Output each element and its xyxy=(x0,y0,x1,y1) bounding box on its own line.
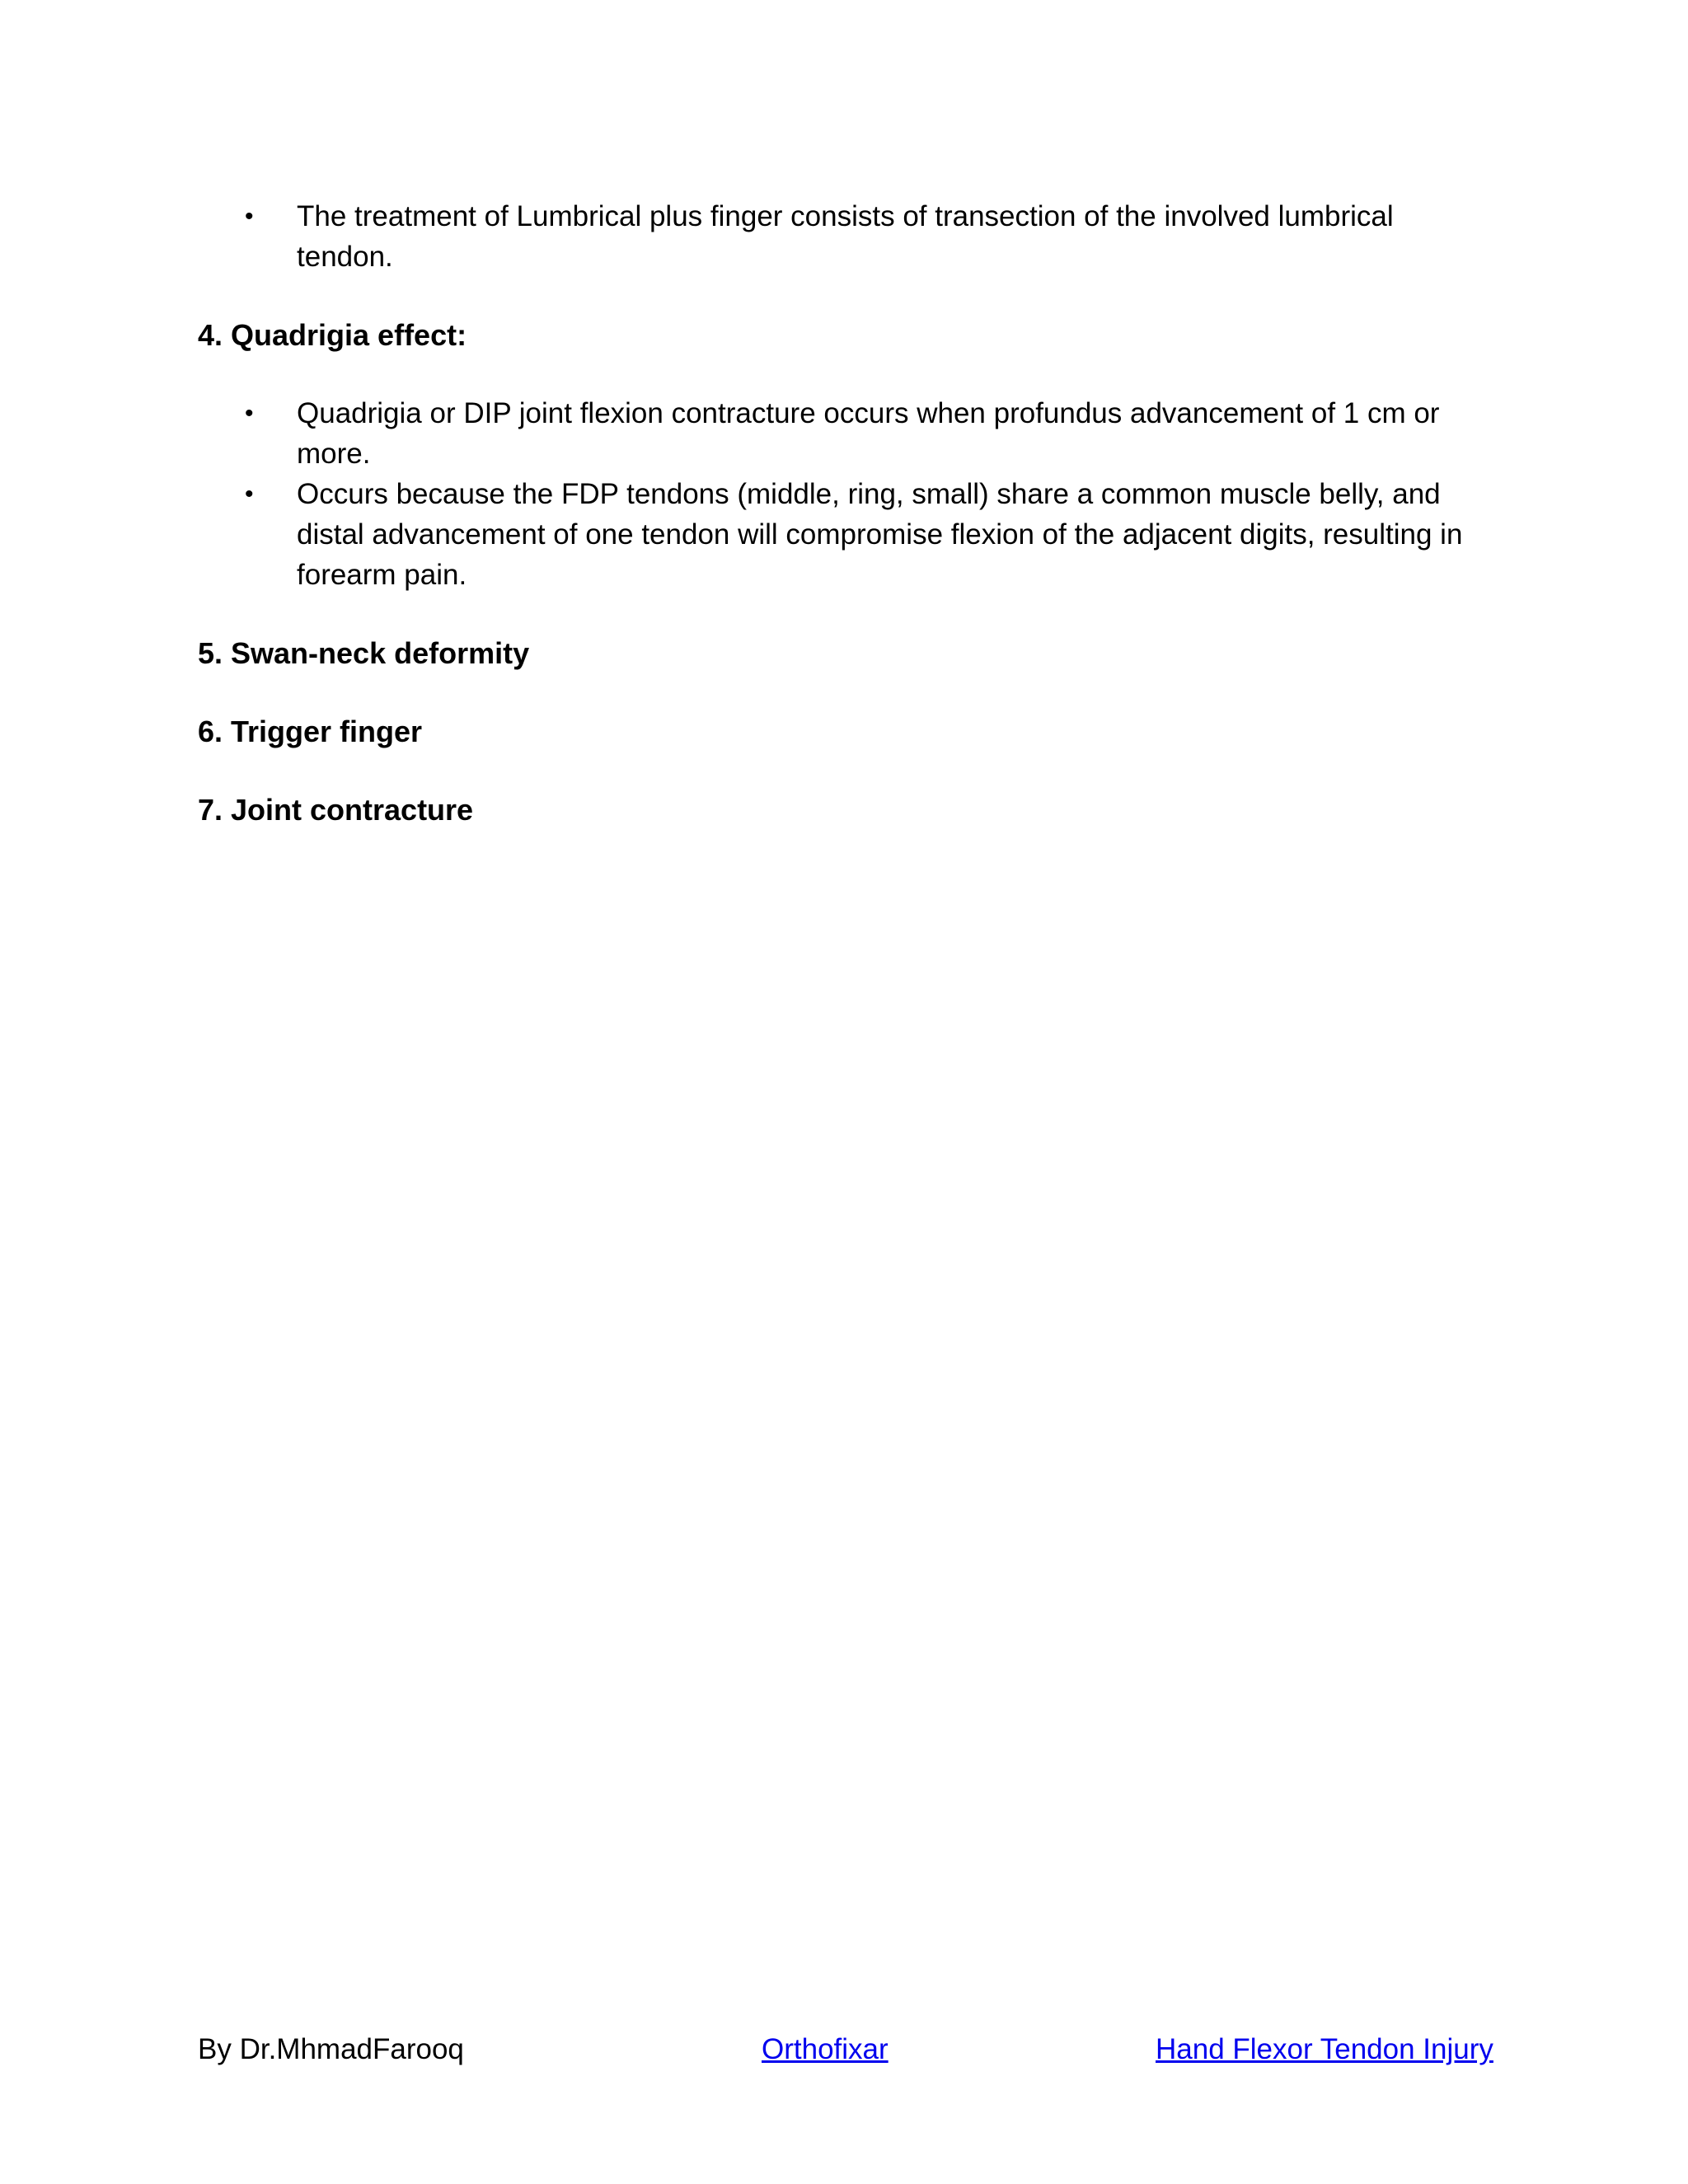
footer-author: By Dr.MhmadFarooq xyxy=(198,2033,464,2065)
list-item xyxy=(198,474,1484,595)
section-heading-swan-neck: 5. Swan-neck deformity xyxy=(198,636,530,670)
bullet-icon: • xyxy=(245,480,254,508)
bullet-text: Quadrigia or DIP joint flexion contracture occurs when profundus advancement of 1 cm or more. xyxy=(297,397,1440,470)
bullet-text: Occurs because the FDP tendons (middle, ring, small) share a common muscle belly, and distal advancement of one tendon will compromise flexion of the adjacent digits, resulting in forearm pain. xyxy=(297,478,1463,591)
section-heading-quadrigia: 4. Quadrigia effect: xyxy=(198,318,467,352)
list-item xyxy=(198,196,1484,277)
footer-site-link[interactable]: Orthofixar xyxy=(762,2033,889,2065)
bullet-icon: • xyxy=(245,203,254,230)
intro-bullet-list xyxy=(198,196,1484,277)
page-content xyxy=(198,196,1484,830)
bullet-icon: • xyxy=(245,400,254,427)
section-heading-trigger-finger: 6. Trigger finger xyxy=(198,715,423,748)
bullet-text: The treatment of Lumbrical plus finger consists of transection of the involved lumbrical tendon. xyxy=(297,200,1394,273)
section-heading-joint-contracture: 7. Joint contracture xyxy=(198,793,474,827)
list-item xyxy=(198,393,1484,474)
quadrigia-bullet-list xyxy=(198,393,1484,595)
footer-topic-link[interactable]: Hand Flexor Tendon Injury xyxy=(1156,2033,1493,2065)
page-footer xyxy=(0,2029,1688,2070)
